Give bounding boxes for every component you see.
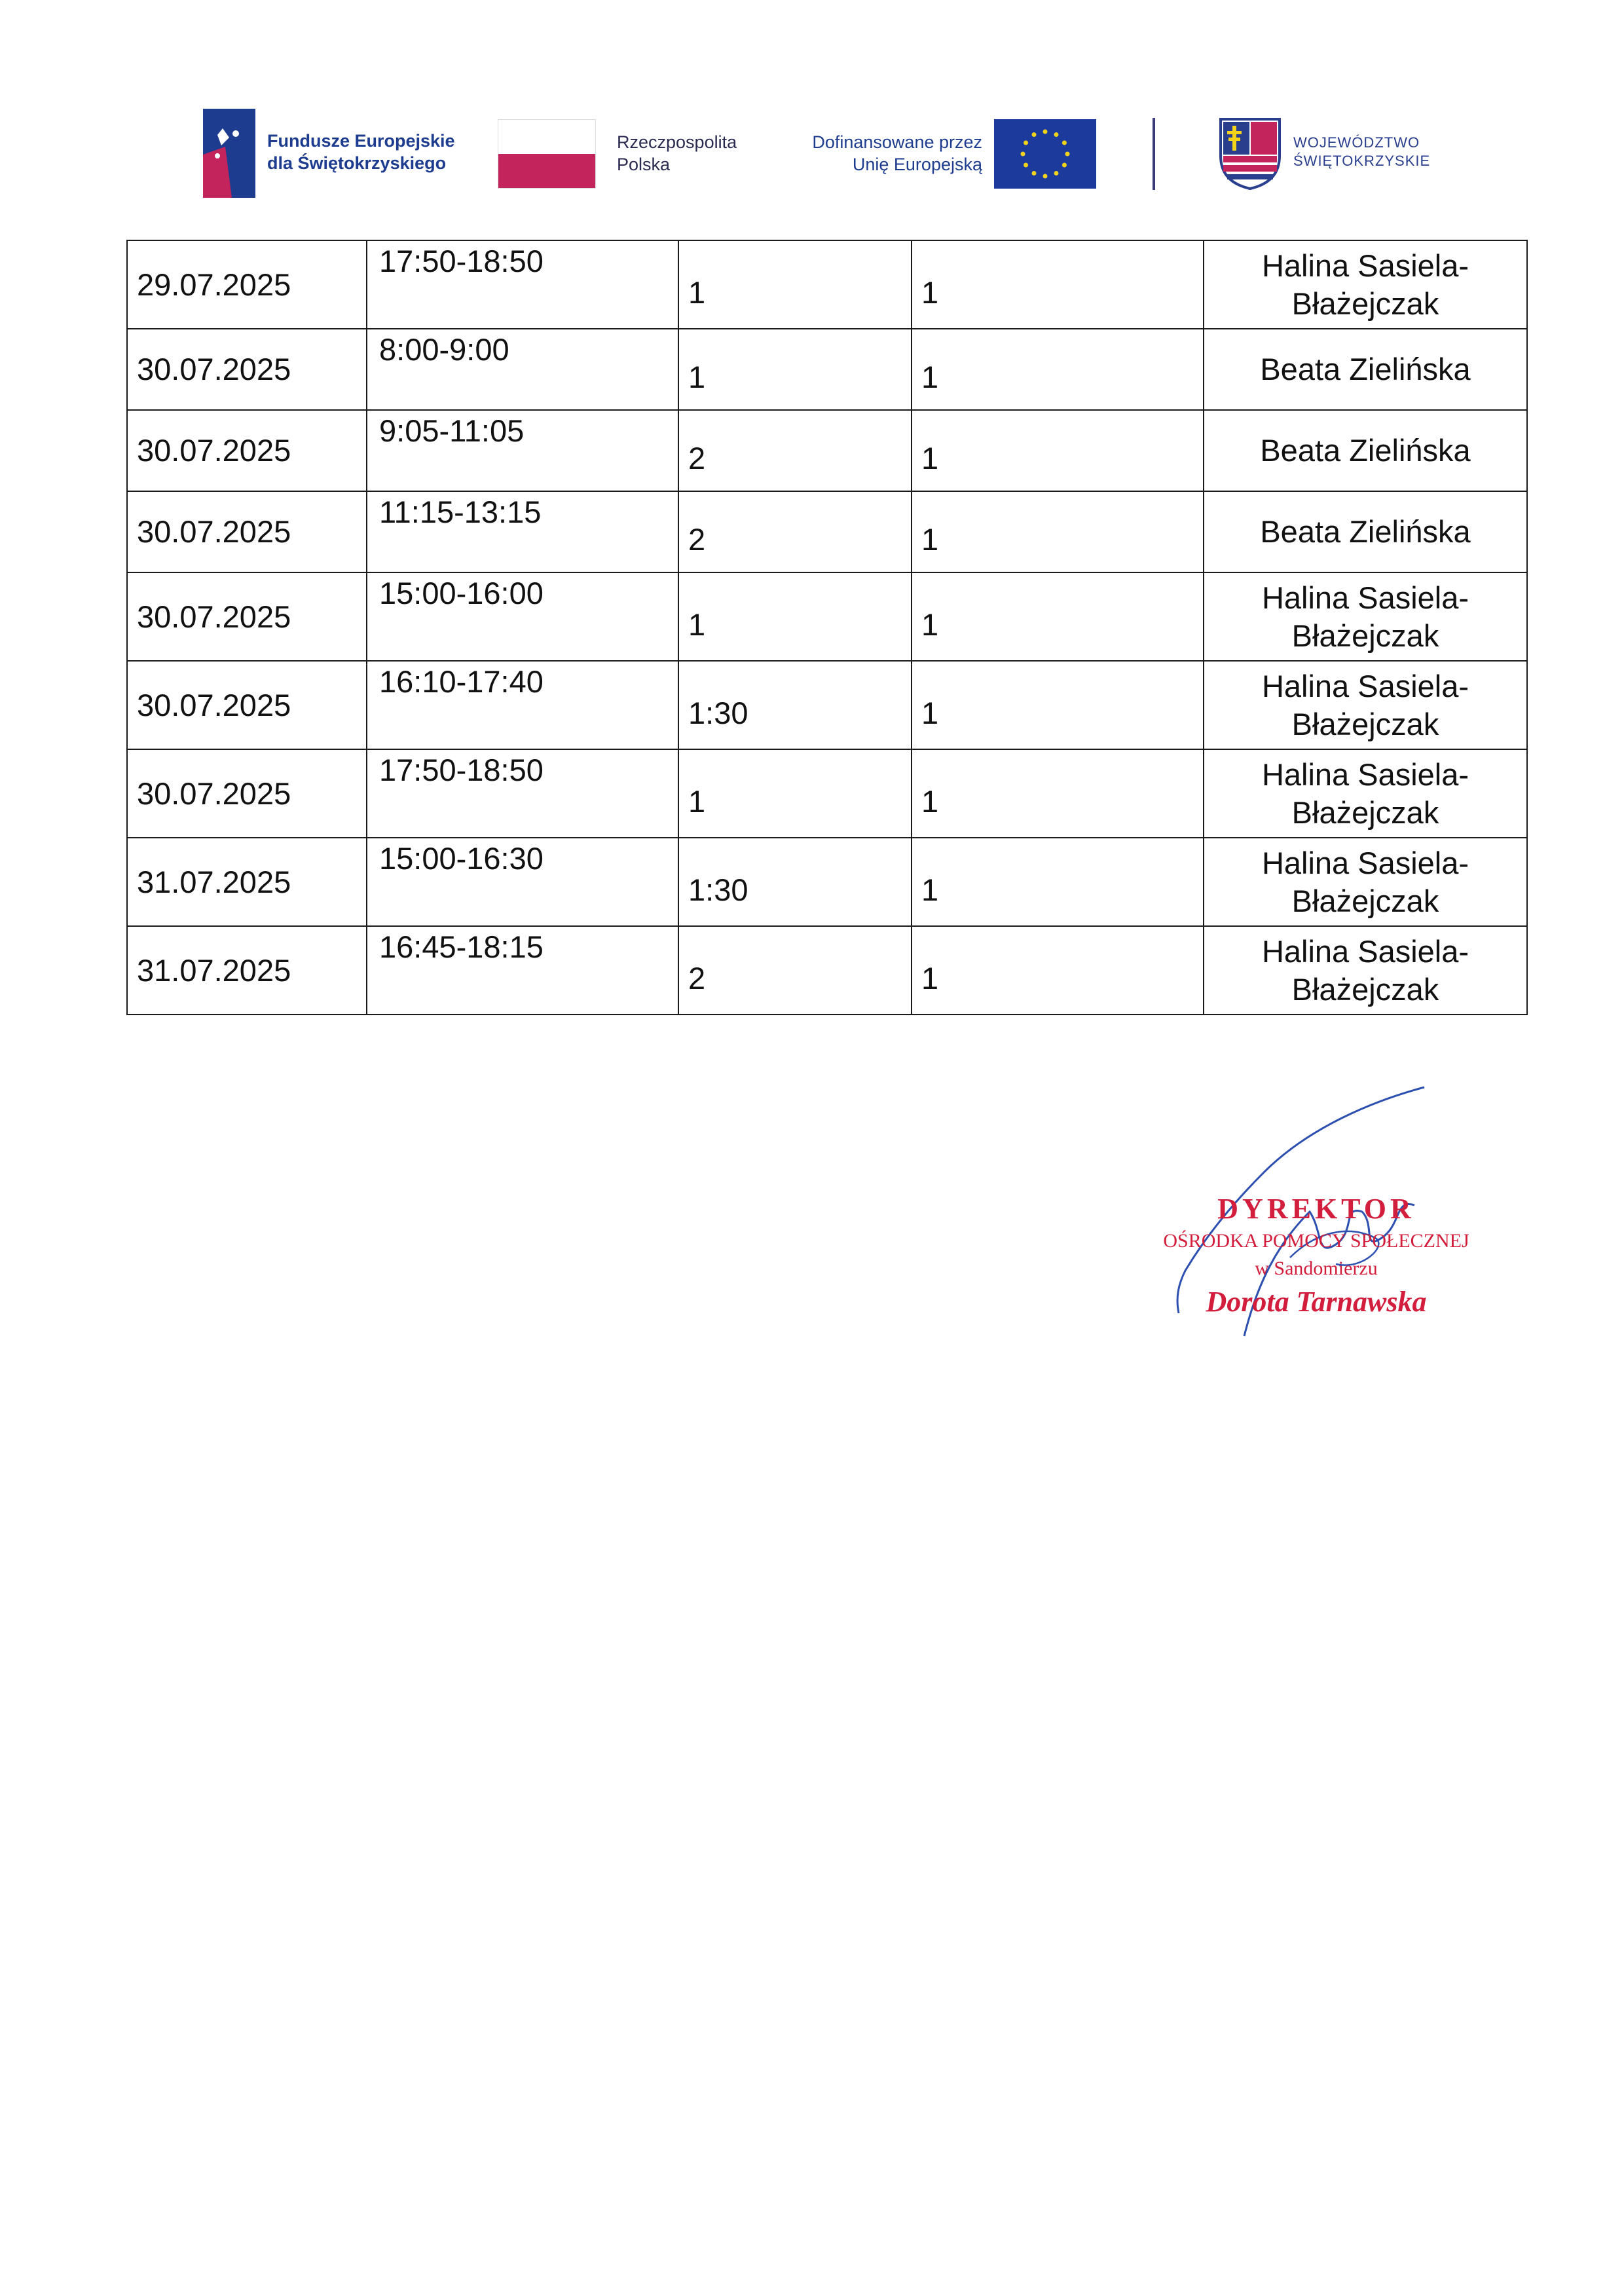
group-cell xyxy=(912,329,1204,410)
group-value: 1 xyxy=(921,872,939,907)
unia-europejska-logo xyxy=(786,105,1107,203)
rzeczpospolita-polska-logo xyxy=(498,105,773,203)
hours-value: 1:30 xyxy=(688,695,748,730)
table-row xyxy=(127,572,1527,661)
fundusze-europejskie-line2: dla Świętokrzyskiego xyxy=(267,153,447,173)
eu-star-icon xyxy=(1054,132,1059,137)
table-row xyxy=(127,838,1527,926)
date-cell: 30.07.2025 xyxy=(127,410,367,491)
eu-star-icon xyxy=(1024,163,1028,168)
hours-value: 2 xyxy=(688,441,706,476)
eu-star-icon xyxy=(1032,171,1037,176)
table-row xyxy=(127,410,1527,491)
hours-value: 1:30 xyxy=(688,872,748,907)
hours-cell xyxy=(678,410,912,491)
hours-cell xyxy=(678,240,912,329)
time-cell: 8:00-9:00 xyxy=(367,329,678,410)
table-row xyxy=(127,661,1527,749)
group-cell xyxy=(912,572,1204,661)
instructor-cell xyxy=(1204,838,1527,926)
wojewodztwo-swietokrzyskie-text xyxy=(1293,134,1430,170)
eu-star-icon xyxy=(1054,171,1059,176)
group-value: 1 xyxy=(921,274,939,310)
hours-value: 2 xyxy=(688,522,706,557)
schedule-table xyxy=(126,240,1528,1015)
hours-value: 2 xyxy=(688,960,706,996)
time-cell: 15:00-16:30 xyxy=(367,838,678,926)
date-cell: 31.07.2025 xyxy=(127,838,367,926)
hours-cell xyxy=(678,572,912,661)
instructor-cell xyxy=(1204,240,1527,329)
eu-star-icon xyxy=(1065,152,1070,157)
eu-flag-icon xyxy=(994,119,1096,189)
stamp-city: w Sandomierzu xyxy=(1255,1258,1378,1279)
schedule-table-body xyxy=(127,240,1527,1015)
group-value: 1 xyxy=(921,522,939,557)
instructor-name-line: Błażejczak xyxy=(1291,618,1439,653)
eu-star-icon xyxy=(1043,130,1048,134)
instructor-cell xyxy=(1204,410,1527,491)
instructor-name-line: Halina Sasiela- xyxy=(1261,248,1469,283)
polish-flag-icon xyxy=(498,119,596,189)
hours-cell xyxy=(678,329,912,410)
hours-cell xyxy=(678,838,912,926)
time-cell: 15:00-16:00 xyxy=(367,572,678,661)
hours-cell xyxy=(678,491,912,572)
wojewodztwo-line1: WOJEWÓDZTWO xyxy=(1293,134,1420,151)
group-cell xyxy=(912,926,1204,1015)
table-row xyxy=(127,329,1527,410)
instructor-name-line: Beata Zielińska xyxy=(1260,433,1471,468)
date-cell: 31.07.2025 xyxy=(127,926,367,1015)
instructor-cell xyxy=(1204,749,1527,838)
instructor-name-line: Błażejczak xyxy=(1291,794,1439,830)
instructor-name-line: Błażejczak xyxy=(1291,286,1439,321)
group-value: 1 xyxy=(921,606,939,642)
eu-star-icon xyxy=(1062,163,1067,168)
hours-cell xyxy=(678,749,912,838)
logo-bar xyxy=(196,105,1441,203)
instructor-name-line: Błażejczak xyxy=(1291,971,1439,1007)
instructor-cell xyxy=(1204,572,1527,661)
unia-europejska-text xyxy=(786,131,982,176)
fundusze-europejskie-mark-icon xyxy=(203,109,255,198)
instructor-name-line: Halina Sasiela- xyxy=(1261,756,1469,792)
date-cell: 30.07.2025 xyxy=(127,329,367,410)
instructor-name-line: Halina Sasiela- xyxy=(1261,668,1469,703)
date-cell: 30.07.2025 xyxy=(127,661,367,749)
group-value: 1 xyxy=(921,360,939,394)
table-row xyxy=(127,749,1527,838)
hours-cell xyxy=(678,926,912,1015)
group-cell xyxy=(912,491,1204,572)
time-cell: 11:15-13:15 xyxy=(367,491,678,572)
eu-star-icon xyxy=(1032,132,1037,137)
rzeczpospolita-line1: Rzeczpospolita xyxy=(617,132,737,152)
wojewodztwo-line2: ŚWIĘTOKRZYSKIE xyxy=(1293,153,1431,169)
time-cell: 9:05-11:05 xyxy=(367,410,678,491)
instructor-cell xyxy=(1204,661,1527,749)
fundusze-europejskie-line1: Fundusze Europejskie xyxy=(267,131,455,151)
director-stamp xyxy=(1153,1192,1480,1336)
hours-cell xyxy=(678,661,912,749)
time-cell: 16:45-18:15 xyxy=(367,926,678,1015)
instructor-name-line: Halina Sasiela- xyxy=(1261,580,1469,615)
logo-divider xyxy=(1153,118,1155,190)
unia-europejska-line1: Dofinansowane przez xyxy=(812,132,982,152)
hours-value: 1 xyxy=(688,606,706,642)
instructor-cell xyxy=(1204,491,1527,572)
eu-star-icon xyxy=(1021,152,1025,157)
group-cell xyxy=(912,661,1204,749)
stamp-title: DYREKTOR xyxy=(1217,1193,1415,1225)
date-cell: 30.07.2025 xyxy=(127,491,367,572)
group-value: 1 xyxy=(921,960,939,996)
instructor-name-line: Halina Sasiela- xyxy=(1261,845,1469,880)
group-cell xyxy=(912,838,1204,926)
hours-value: 1 xyxy=(688,783,706,819)
instructor-name-line: Beata Zielińska xyxy=(1260,514,1471,549)
eu-star-icon xyxy=(1024,141,1028,145)
time-cell: 17:50-18:50 xyxy=(367,240,678,329)
group-value: 1 xyxy=(921,441,939,476)
instructor-cell xyxy=(1204,329,1527,410)
wojewodztwo-swietokrzyskie-logo xyxy=(1218,105,1441,203)
table-row xyxy=(127,240,1527,329)
date-cell: 30.07.2025 xyxy=(127,572,367,661)
table-row xyxy=(127,491,1527,572)
group-cell xyxy=(912,410,1204,491)
date-cell: 29.07.2025 xyxy=(127,240,367,329)
instructor-name-line: Błażejczak xyxy=(1291,883,1439,918)
swietokrzyskie-crest-icon xyxy=(1218,117,1282,190)
hours-value: 1 xyxy=(688,274,706,310)
group-value: 1 xyxy=(921,695,939,730)
group-cell xyxy=(912,749,1204,838)
group-cell xyxy=(912,240,1204,329)
rzeczpospolita-line2: Polska xyxy=(617,155,671,174)
rzeczpospolita-polska-text xyxy=(617,131,737,176)
stamp-institution: OŚRODKA POMOCY SPOŁECZNEJ xyxy=(1163,1230,1469,1252)
fundusze-europejskie-text xyxy=(267,130,455,174)
unia-europejska-line2: Unię Europejską xyxy=(852,155,982,174)
stamp-director-name: Dorota Tarnawska xyxy=(1206,1286,1427,1318)
eu-star-icon xyxy=(1062,141,1067,145)
instructor-cell xyxy=(1204,926,1527,1015)
table-row xyxy=(127,926,1527,1015)
instructor-name-line: Beata Zielińska xyxy=(1260,352,1471,386)
time-cell: 17:50-18:50 xyxy=(367,749,678,838)
eu-star-icon xyxy=(1043,174,1048,179)
instructor-name-line: Błażejczak xyxy=(1291,706,1439,741)
time-cell: 16:10-17:40 xyxy=(367,661,678,749)
fundusze-europejskie-logo xyxy=(203,105,478,203)
hours-value: 1 xyxy=(688,360,706,394)
date-cell: 30.07.2025 xyxy=(127,749,367,838)
group-value: 1 xyxy=(921,783,939,819)
instructor-name-line: Halina Sasiela- xyxy=(1261,933,1469,969)
